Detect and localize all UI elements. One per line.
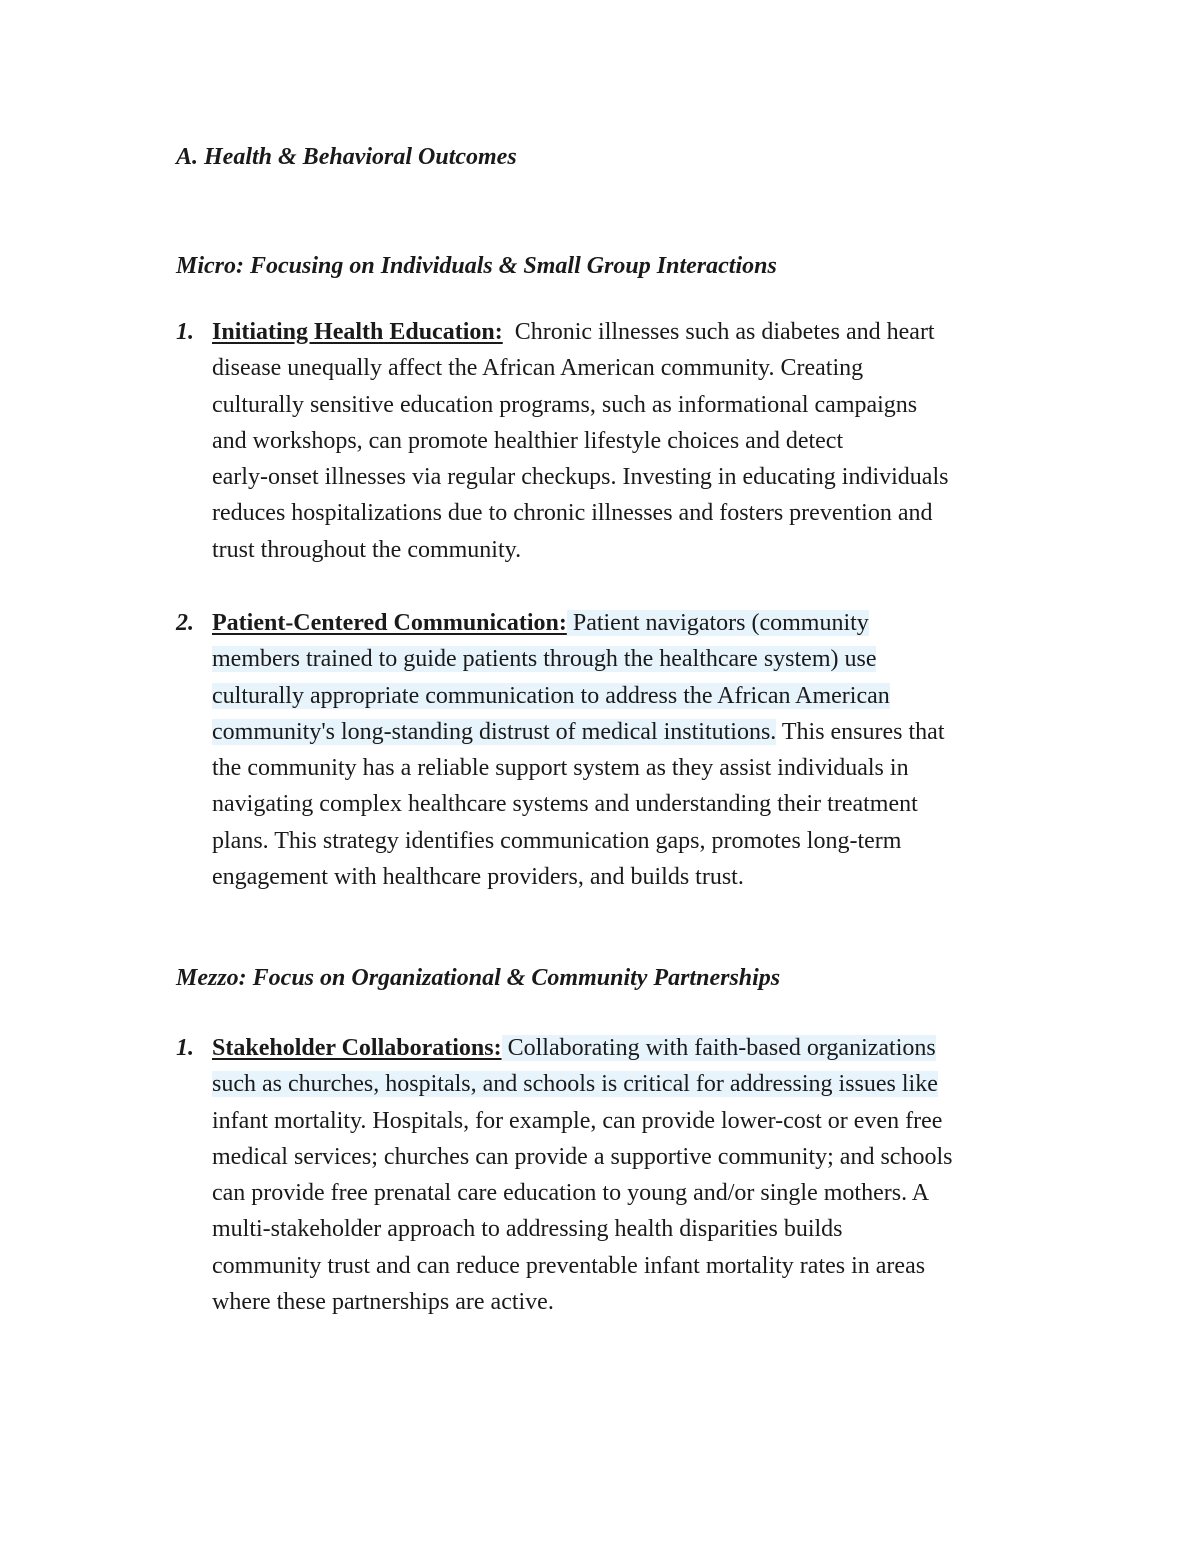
text-line: engagement with healthcare providers, and builds trust. xyxy=(212,864,744,891)
item-label: Patient-Centered Communication: xyxy=(212,610,567,636)
mezzo-item-stakeholder-collaborations xyxy=(176,1030,1076,1320)
text-line: members trained to guide patients through the healthcare system) use xyxy=(212,646,877,673)
text-line: and workshops, can promote healthier lifestyle choices and detect xyxy=(212,427,844,454)
section-heading-mezzo: Mezzo: Focus on Organizational & Community Partnerships xyxy=(176,965,781,991)
section-heading-micro: Micro: Focusing on Individuals & Small Group Interactions xyxy=(176,253,777,279)
list-number: 1. xyxy=(176,1035,194,1061)
text-line: infant mortality. Hospitals, for example, can provide lower-cost or even free xyxy=(212,1107,943,1134)
text-line: navigating complex healthcare systems and understanding their treatment xyxy=(212,791,918,818)
text-line: Patient-Centered Communication: Patient navigators (community xyxy=(212,610,869,636)
list-item-body xyxy=(212,1030,1076,1320)
item-label: Stakeholder Collaborations: xyxy=(212,1035,502,1061)
text-line: Initiating Health Education: Chronic illnesses such as diabetes and heart xyxy=(212,319,935,345)
text-line: the community has a reliable support system as they assist individuals in xyxy=(212,755,909,782)
text-line: community's long-standing distrust of medical institutions. This ensures that xyxy=(212,718,945,745)
text-line: trust throughout the community. xyxy=(212,536,522,563)
text-line: such as churches, hospitals, and schools is critical for addressing issues like xyxy=(212,1071,938,1098)
text-line: medical services; churches can provide a supportive community; and schools xyxy=(212,1143,953,1170)
text-line: where these partnerships are active. xyxy=(212,1289,554,1316)
text-line: culturally appropriate communication to address the African American xyxy=(212,682,890,709)
text-line: reduces hospitalizations due to chronic illnesses and fosters prevention and xyxy=(212,500,933,527)
text-line: community trust and can reduce preventable infant mortality rates in areas xyxy=(212,1252,926,1279)
text-line: plans. This strategy identifies communication gaps, promotes long-term xyxy=(212,827,902,854)
item-label: Initiating Health Education: xyxy=(212,319,503,345)
micro-item-patient-communication xyxy=(176,605,1076,895)
text-line: disease unequally affect the African American community. Creating xyxy=(212,355,864,382)
list-number: 2. xyxy=(176,610,194,636)
text-line: multi-stakeholder approach to addressing health disparities builds xyxy=(212,1216,843,1243)
text-line: can provide free prenatal care education to young and/or single mothers. A xyxy=(212,1180,930,1207)
text-line: culturally sensitive education programs, such as informational campaigns xyxy=(212,391,918,418)
list-item-body xyxy=(212,605,1076,895)
micro-item-health-education xyxy=(176,314,1076,568)
section-heading-health-outcomes: A. Health & Behavioral Outcomes xyxy=(176,144,517,170)
text-line: Stakeholder Collaborations: Collaborating with faith-based organizations xyxy=(212,1035,936,1061)
list-item-body xyxy=(212,314,1076,568)
text-line: early-onset illnesses via regular checkups. Investing in educating individuals xyxy=(212,464,949,491)
list-number: 1. xyxy=(176,319,194,345)
